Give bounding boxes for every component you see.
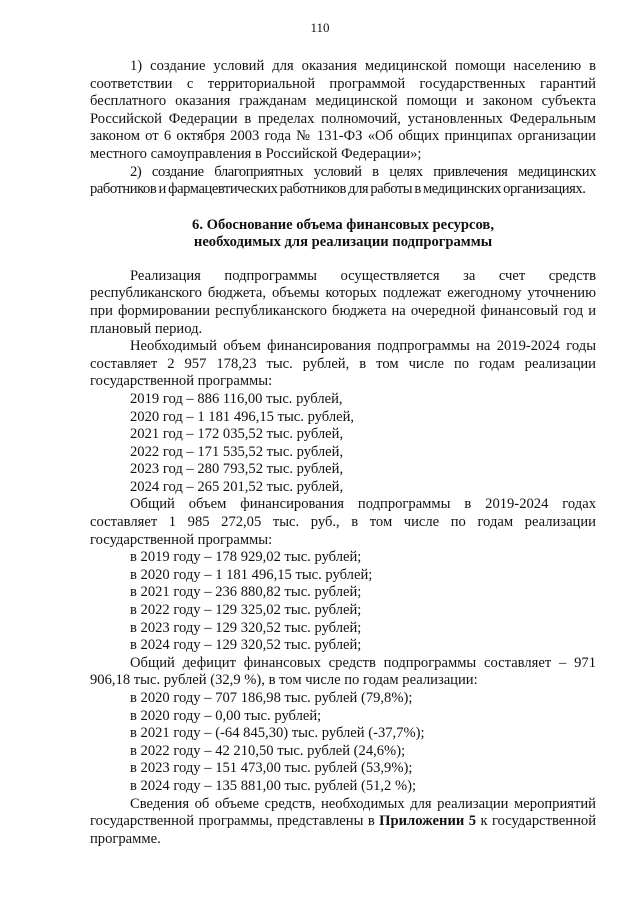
list-item: 2023 год – 280 793,52 тыс. рублей, — [130, 461, 344, 478]
page-number: 110 — [310, 20, 330, 35]
list-item: в 2022 году – 42 210,50 тыс. рублей (24,6%); — [130, 742, 406, 759]
deficit-list — [90, 690, 596, 796]
paragraph-goal-1: 1) создание условий для оказания медицинской помощи населению в соответствии с территориальной программой государственных гарантий бесплатного оказания гражданам медицинской помощи и законом субъекта Российской Федерации в пределах полномочий, установленных Федеральным законом от 6 октября 2003 года № 131-ФЗ «Об общих принципах организации местного самоуправления в Российской Федерации»; — [90, 58, 596, 162]
list-item: в 2020 году – 707 186,98 тыс. рублей (79,8%); — [130, 690, 413, 706]
list-item: в 2020 году – 1 181 496,15 тыс. рублей; — [130, 566, 373, 583]
paragraph-implementation: Реализация подпрограммы осуществляется за счет средств республиканского бюджета, объемы которых подлежат ежегодному уточнению при формировании республиканского бюджета на очередной финансовый год и плановый период. — [90, 267, 596, 337]
list-item: 2024 год – 265 201,52 тыс. рублей, — [130, 478, 344, 495]
section-heading — [90, 217, 596, 251]
list-item: 2019 год – 886 116,00 тыс. рублей, — [130, 390, 343, 407]
list-item: в 2024 году – 135 881,00 тыс. рублей (51,2 %); — [130, 777, 417, 794]
required-funding-list — [90, 391, 596, 497]
paragraph-deficit: Общий дефицит финансовых средств подпрограммы составляет – 971 906,18 тыс. рублей (32,9 %), в том числе по годам реализации: — [90, 654, 596, 689]
list-item: 2020 год – 1 181 496,15 тыс. рублей, — [130, 408, 355, 425]
appendix-text-after: к государственной программе. — [90, 813, 597, 847]
section-heading-line-1: 6. Обоснование объема финансовых ресурсов, — [192, 216, 494, 233]
section-heading-line-2: необходимых для реализации подпрограммы — [193, 233, 493, 250]
appendix-text-before: Сведения об объеме средств, необходимых для реализации мероприятий государственной программы, представлены в — [90, 795, 596, 830]
appendix-reference: Приложении 5 — [379, 813, 477, 830]
list-item: в 2023 году – 129 320,52 тыс. рублей; — [130, 619, 362, 636]
list-item: в 2021 году – (-64 845,30) тыс. рублей (-37,7%); — [130, 725, 425, 742]
paragraph-required-funding: Необходимый объем финансирования подпрограммы на 2019-2024 годы составляет 2 957 178,23 тыс. рублей, в том числе по годам реализации государственной программы: — [90, 338, 596, 390]
list-item: в 2020 году – 0,00 тыс. рублей; — [130, 707, 322, 724]
paragraph-appendix-reference — [90, 796, 596, 849]
list-item: в 2019 году – 178 929,02 тыс. рублей; — [130, 549, 362, 566]
paragraph-goal-2: 2) создание благоприятных условий в целях привлечения медицинских работников и фармацевтических работников для работы в медицинских организациях. — [90, 163, 596, 198]
list-item: в 2023 году – 151 473,00 тыс. рублей (53,9%); — [130, 760, 413, 777]
list-item: в 2022 году – 129 325,02 тыс. рублей; — [130, 602, 362, 619]
list-item: в 2021 году – 236 880,82 тыс. рублей; — [130, 584, 362, 601]
list-item: 2021 год – 172 035,52 тыс. рублей, — [130, 426, 344, 443]
paragraph-total-funding: Общий объем финансирования подпрограммы в 2019-2024 годах составляет 1 985 272,05 тыс. руб., в том числе по годам реализации государственной программы: — [90, 496, 596, 548]
total-funding-list — [90, 549, 596, 655]
list-item: в 2024 году – 129 320,52 тыс. рублей; — [130, 637, 362, 654]
document-body — [90, 58, 596, 848]
list-item: 2022 год – 171 535,52 тыс. рублей, — [130, 443, 344, 460]
